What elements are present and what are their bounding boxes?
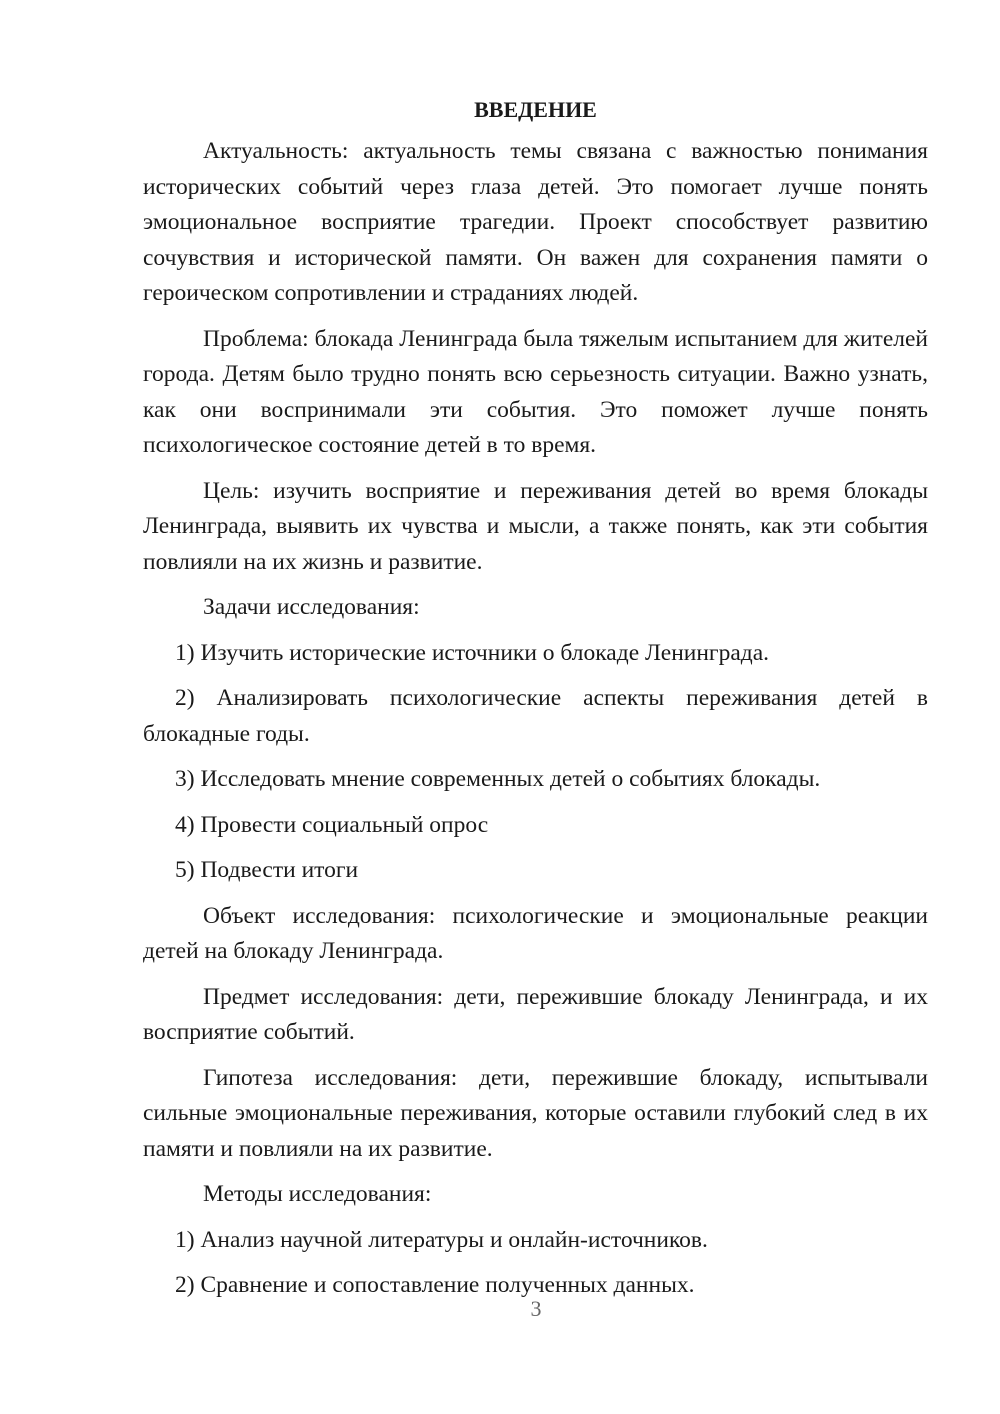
task-item-1: 1) Изучить исторические источники о блокаде Ленинграда.: [175, 639, 770, 666]
object-paragraph: Объект исследования: психологические и эмоциональные реакции детей на блокаду Ленинграда.: [143, 902, 928, 964]
method-item-2: 2) Сравнение и сопоставление полученных данных.: [175, 1272, 695, 1298]
task-item-4: 4) Провести социальный опрос: [175, 811, 489, 838]
method-item-1: 1) Анализ научной литературы и онлайн-источников.: [175, 1226, 708, 1253]
subject-paragraph: Предмет исследования: дети, пережившие блокаду Ленинграда, и их восприятие событий.: [143, 983, 928, 1045]
methods-heading: Методы исследования:: [203, 1181, 432, 1207]
task-item-3: 3) Исследовать мнение современных детей о событиях блокады.: [175, 766, 821, 792]
task-item-5: 5) Подвести итоги: [175, 857, 359, 883]
goal-paragraph: Цель: изучить восприятие и переживания детей во время блокады Ленинграда, выявить их чувства и мысли, а также понять, как эти события повлияли на их жизнь и развитие.: [143, 477, 928, 575]
page-number: 3: [530, 1296, 542, 1321]
task-item-2: 2) Анализировать психологические аспекты переживания детей в блокадные годы.: [143, 685, 928, 747]
relevance-paragraph: Актуальность: актуальность темы связана с важностью понимания исторических событий через глаза детей. Это помогает лучше понять эмоциональное восприятие трагедии. Проект способствует развитию сочувствия и исторической памяти. Он важен для сохранения памяти о героическом сопротивлении и страданиях людей.: [143, 138, 928, 306]
page-title: ВВЕДЕНИЕ: [474, 97, 597, 122]
problem-paragraph: Проблема: блокада Ленинграда была тяжелым испытанием для жителей города. Детям было трудно понять всю серьезность ситуации. Важно узнать, как они воспринимали эти события. Это поможет лучше понять психологическое состояние детей в то время.: [143, 325, 928, 458]
page-content: [143, 92, 928, 1314]
hypothesis-paragraph: Гипотеза исследования: дети, пережившие блокаду, испытывали сильные эмоциональные переживания, которые оставили глубокий след в их памяти и повлияли на их развитие.: [143, 1064, 928, 1162]
tasks-heading: Задачи исследования:: [203, 594, 420, 620]
